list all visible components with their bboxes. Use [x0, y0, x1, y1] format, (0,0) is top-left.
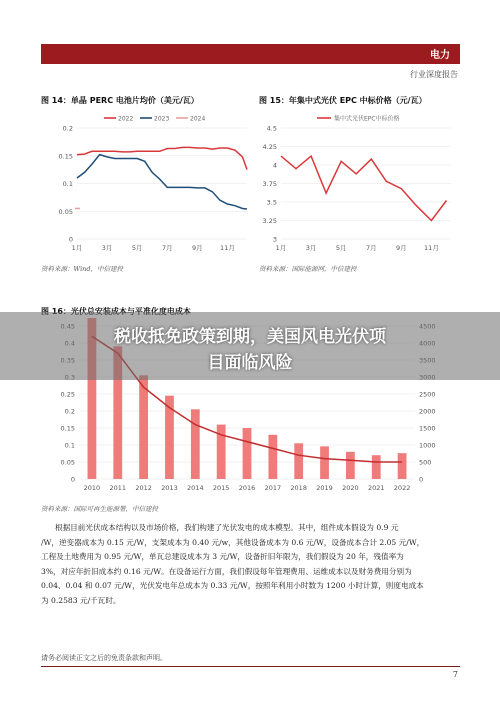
bar-total-installed-cost: [191, 409, 200, 479]
x-tick-label: 1月: [275, 244, 287, 252]
x-tick-label: 5月: [335, 244, 347, 252]
y-right-tick-label: 500: [419, 458, 432, 467]
x-tick-label: 2010: [83, 484, 101, 492]
x-tick-label: 9月: [192, 244, 203, 252]
x-tick-label: 1月: [71, 244, 83, 252]
legend-label: 2023: [154, 115, 170, 123]
x-tick-label: 7月: [161, 244, 173, 252]
report-type: 行业深度报告: [410, 70, 458, 79]
headline-overlay: [0, 312, 500, 380]
x-tick-label: 2011: [109, 484, 127, 492]
y-tick-label: 4: [272, 161, 277, 170]
bar-total-installed-cost: [243, 428, 252, 479]
disclaimer-note: 请务必阅读正文之后的免责条款和声明。: [41, 654, 167, 662]
y-right-tick-label: 1000: [419, 441, 436, 450]
y-right-tick-label: 0: [419, 475, 424, 484]
header-bar: [41, 44, 460, 64]
x-tick-label: 2013: [161, 484, 178, 492]
y-tick-label: 3: [272, 235, 277, 244]
x-tick-label: 2022: [393, 484, 411, 492]
y-tick-label: 3.75: [262, 180, 277, 188]
y-left-tick-label: 0: [70, 475, 75, 484]
x-tick-label: 11月: [220, 244, 235, 252]
series-line-2022: [77, 147, 247, 169]
body-line: 工程及土地费用为 0.95 元/W，单瓦总建设成本为 3 元/W，设备折旧年限为，我们假设为 20 年，残值率为: [41, 552, 404, 562]
x-tick-label: 2019: [316, 484, 333, 492]
bar-total-installed-cost: [372, 455, 381, 479]
legend-label: 2024: [190, 115, 206, 123]
bar-total-installed-cost: [346, 452, 355, 479]
legend-label: 2022: [118, 115, 134, 123]
body-line: 为 0.2583 元/千瓦时。: [41, 595, 121, 605]
x-tick-label: 2020: [342, 484, 359, 492]
x-tick-label: 2014: [187, 484, 204, 492]
body-line: /W，逆变器成本为 0.15 元/W，支架成本为 0.40 元/w，其他设备成本为 0.6 元/W，设备成本合计 2.05 元/W，: [41, 537, 425, 547]
chart-epc-price: [259, 108, 459, 263]
bar-total-installed-cost: [320, 446, 329, 479]
y-left-tick-label: 0.2: [64, 407, 75, 416]
x-tick-label: 2017: [264, 484, 282, 492]
y-left-tick-label: 0.25: [60, 390, 75, 399]
series-line-epc-price: [281, 156, 447, 220]
y-left-tick-label: 0.1: [64, 441, 75, 450]
legend-label: 集中式光伏EPC中标价格: [334, 115, 400, 123]
y-right-tick-label: 2500: [419, 390, 436, 399]
y-tick-label: 0.15: [58, 152, 73, 161]
body-line: 根据目前光伏成本结构以及市场价格，我们构建了光伏发电的成本模型。其中，组件成本假设为 0.9 元: [55, 523, 399, 532]
body-line: 0.04、0.04 和 0.07 元/W，光伏发电年总成本为 0.33 元/W，按照年利用小时数为 1200 小时计算，则度电成本: [41, 581, 424, 591]
page-number: 7: [452, 670, 458, 679]
series-line-2023: [77, 155, 247, 209]
headline-line-1: 税收抵免政策到期，美国风电光伏项: [114, 327, 386, 347]
fig15-title: 图 15：年集中式光伏 EPC 中标价格（元/瓦）: [259, 96, 427, 105]
body-paragraph: [41, 521, 460, 609]
bar-total-installed-cost: [398, 453, 407, 479]
x-tick-label: 2016: [238, 484, 256, 492]
y-right-tick-label: 1500: [419, 424, 436, 433]
y-tick-label: 3.25: [262, 217, 277, 225]
x-tick-label: 2018: [290, 484, 307, 492]
section-label: 电力: [430, 50, 450, 61]
bar-total-installed-cost: [217, 425, 226, 479]
y-right-tick-label: 2000: [419, 407, 436, 416]
footer-divider: [41, 666, 460, 667]
bar-total-installed-cost: [268, 435, 277, 479]
y-tick-label: 0.05: [58, 207, 73, 216]
x-tick-label: 3月: [101, 244, 113, 252]
y-tick-label: 0.2: [62, 124, 73, 133]
fig15-source: 资料来源：国际能源网，中信建投: [259, 265, 357, 273]
x-tick-label: 2021: [367, 484, 385, 492]
y-tick-label: 0.1: [62, 180, 73, 188]
y-left-tick-label: 0.15: [60, 424, 75, 433]
fig14-title: 图 14：单晶 PERC 电池片均价（美元/瓦）: [41, 96, 199, 105]
x-tick-label: 11月: [424, 244, 439, 252]
x-tick-label: 2015: [212, 484, 230, 492]
x-tick-label: 3月: [305, 244, 317, 252]
y-tick-label: 4.25: [262, 143, 277, 151]
y-tick-label: 3.5: [266, 198, 277, 207]
bar-total-installed-cost: [139, 375, 148, 479]
bar-total-installed-cost: [294, 443, 303, 479]
y-tick-label: 4.5: [266, 124, 277, 133]
y-tick-label: 0: [68, 235, 73, 244]
fig16-source: 资料来源：国际可再生能源署，中信建投: [41, 505, 158, 513]
x-tick-label: 5月: [131, 244, 143, 252]
headline-line-2: 目面临风险: [207, 353, 293, 373]
body-line: 3%，对应年折旧成本约 0.16 元/W。在设备运行方面，我们假设每年管理费用、运维成本以及财务费用分别为: [41, 566, 412, 576]
chart-perc-price: [41, 108, 251, 263]
x-tick-label: 7月: [365, 244, 377, 252]
y-left-tick-label: 0.05: [60, 458, 75, 467]
x-tick-label: 9月: [396, 244, 407, 252]
fig14-source: 资料来源：Wind，中信建投: [41, 265, 123, 273]
x-tick-label: 2012: [135, 484, 152, 492]
